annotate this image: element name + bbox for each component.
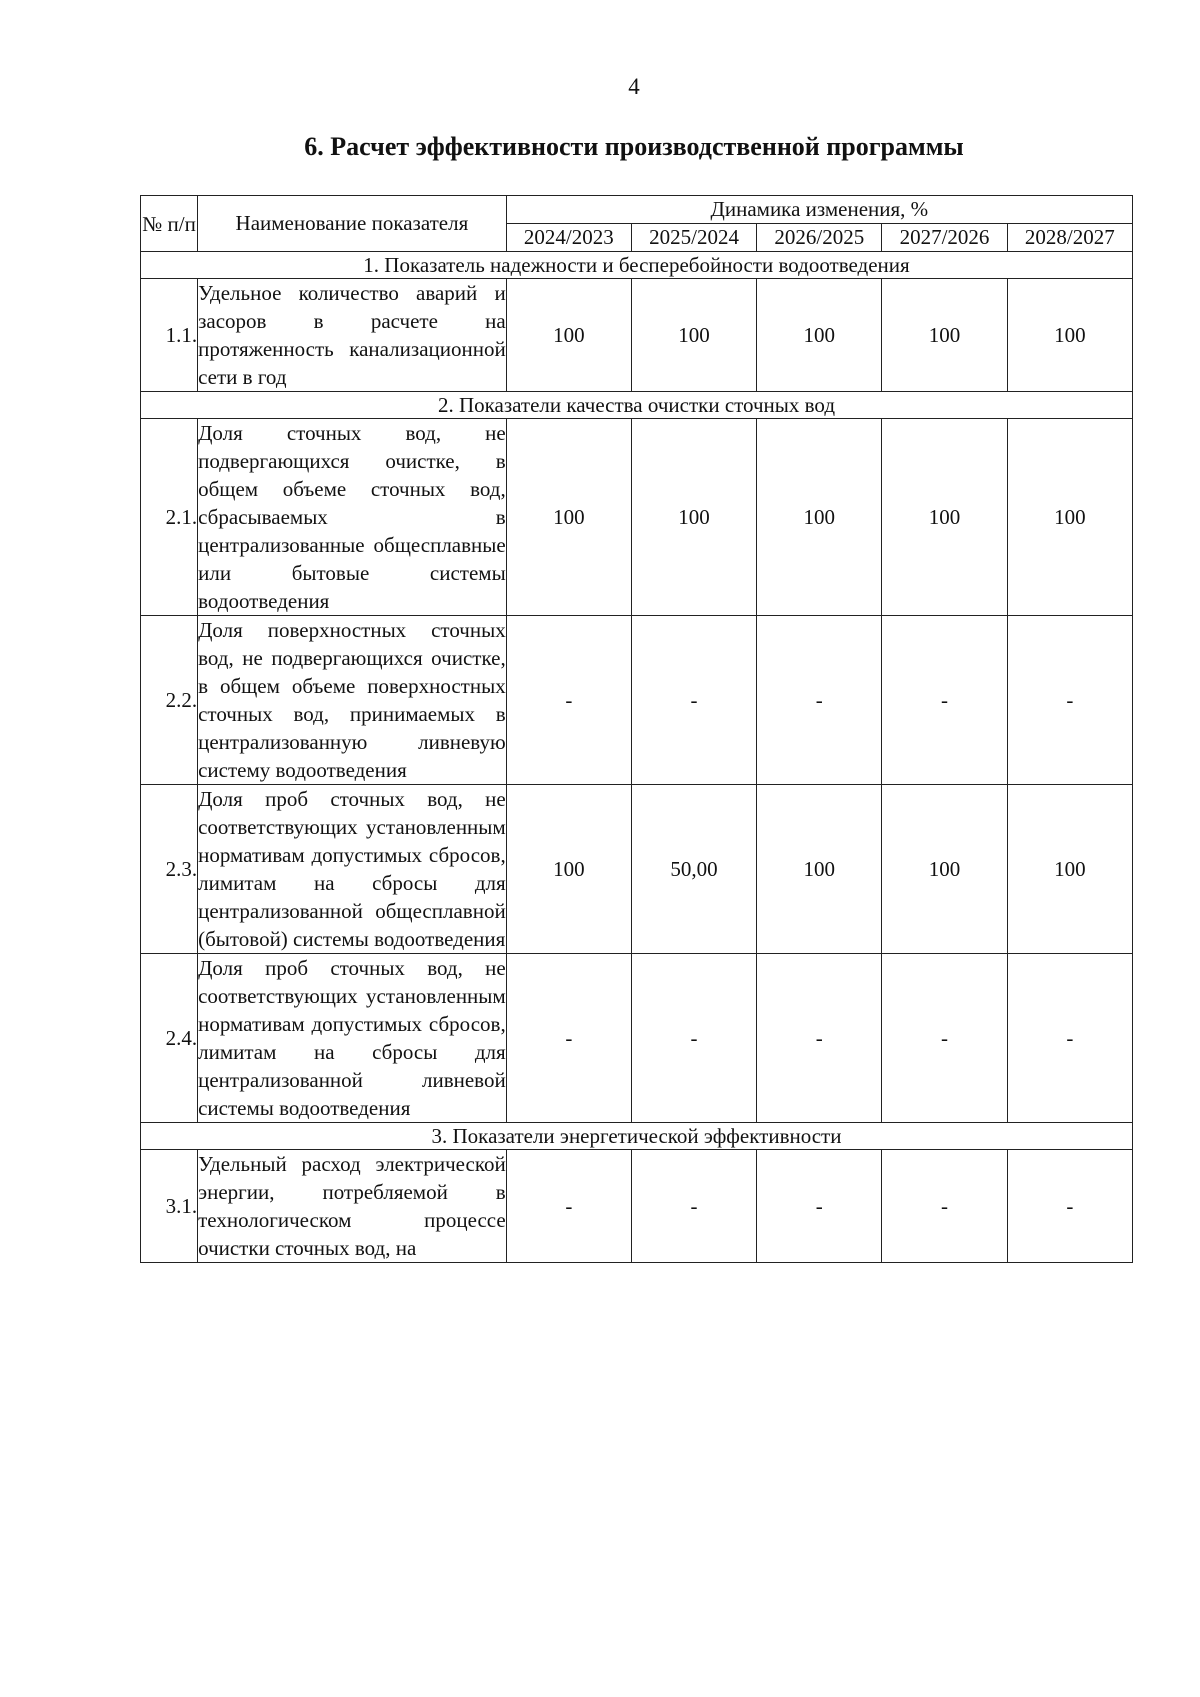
value-cell: 100 <box>631 279 756 392</box>
table-row <box>141 1150 1133 1263</box>
table-row <box>141 279 1133 392</box>
header-year: 2025/2024 <box>631 224 756 252</box>
value-cell: - <box>757 954 882 1123</box>
row-number: 2.2. <box>141 616 198 785</box>
header-indicator-name: Наименование показателя <box>198 196 507 252</box>
value-cell: - <box>631 1150 756 1263</box>
indicators-table <box>140 195 1133 1263</box>
value-cell: - <box>882 616 1007 785</box>
header-year: 2027/2026 <box>882 224 1007 252</box>
value-cell: 100 <box>882 419 1007 616</box>
value-cell: 100 <box>757 785 882 954</box>
page-title: 6. Расчет эффективности производственной программы <box>304 132 964 161</box>
header-dynamics: Динамика изменения, % <box>506 196 1132 224</box>
value-cell: 100 <box>506 419 631 616</box>
header-year: 2026/2025 <box>757 224 882 252</box>
row-number: 1.1. <box>141 279 198 392</box>
value-cell: - <box>882 1150 1007 1263</box>
value-cell: - <box>631 616 756 785</box>
value-cell: - <box>506 954 631 1123</box>
value-cell: - <box>1007 616 1132 785</box>
value-cell: 100 <box>631 419 756 616</box>
table-row <box>141 616 1133 785</box>
value-cell: - <box>506 1150 631 1263</box>
header-year: 2028/2027 <box>1007 224 1132 252</box>
value-cell: - <box>631 954 756 1123</box>
value-cell: 100 <box>882 785 1007 954</box>
indicator-name: Доля проб сточных вод, не соответствующих установленным нормативам допустимых сбросов, лимитам на сбросы для централизованной общесплавной (бытовой) системы водоотведения <box>198 785 507 954</box>
header-year: 2024/2023 <box>506 224 631 252</box>
indicator-name: Доля проб сточных вод, не соответствующих установленным нормативам допустимых сбросов, лимитам на сбросы для централизованной ливневой системы водоотведения <box>198 954 507 1123</box>
value-cell: 100 <box>1007 785 1132 954</box>
row-number: 3.1. <box>141 1150 198 1263</box>
table-row <box>141 785 1133 954</box>
header-number: № п/п <box>141 196 198 252</box>
section-title: 1. Показатель надежности и бесперебойности водоотведения <box>141 252 1133 279</box>
value-cell: - <box>1007 954 1132 1123</box>
indicator-name: Доля поверхностных сточных вод, не подвергающихся очистке, в общем объеме поверхностных сточных вод, принимаемых в централизованную ливневую систему водоотведения <box>198 616 507 785</box>
section-row <box>141 1123 1133 1150</box>
value-cell: 100 <box>757 419 882 616</box>
indicator-name: Удельный расход электрической энергии, потребляемой в технологическом процессе очистки сточных вод, на <box>198 1150 507 1263</box>
value-cell: 100 <box>882 279 1007 392</box>
section-title: 3. Показатели энергетической эффективности <box>141 1123 1133 1150</box>
section-row <box>141 392 1133 419</box>
row-number: 2.1. <box>141 419 198 616</box>
section-title: 2. Показатели качества очистки сточных вод <box>141 392 1133 419</box>
value-cell: - <box>1007 1150 1132 1263</box>
table-row <box>141 419 1133 616</box>
value-cell: 100 <box>1007 419 1132 616</box>
value-cell: 100 <box>506 279 631 392</box>
value-cell: 100 <box>757 279 882 392</box>
indicator-name: Доля сточных вод, не подвергающихся очистке, в общем объеме сточных вод, сбрасываемых в централизованные общесплавные или бытовые системы водоотведения <box>198 419 507 616</box>
value-cell: 100 <box>506 785 631 954</box>
value-cell: 50,00 <box>631 785 756 954</box>
value-cell: 100 <box>1007 279 1132 392</box>
section-row <box>141 252 1133 279</box>
value-cell: - <box>882 954 1007 1123</box>
value-cell: - <box>506 616 631 785</box>
indicator-name: Удельное количество аварий и засоров в расчете на протяженность канализационной сети в год <box>198 279 507 392</box>
row-number: 2.4. <box>141 954 198 1123</box>
table-row <box>141 954 1133 1123</box>
page-number: 4 <box>628 74 640 99</box>
row-number: 2.3. <box>141 785 198 954</box>
value-cell: - <box>757 616 882 785</box>
value-cell: - <box>757 1150 882 1263</box>
